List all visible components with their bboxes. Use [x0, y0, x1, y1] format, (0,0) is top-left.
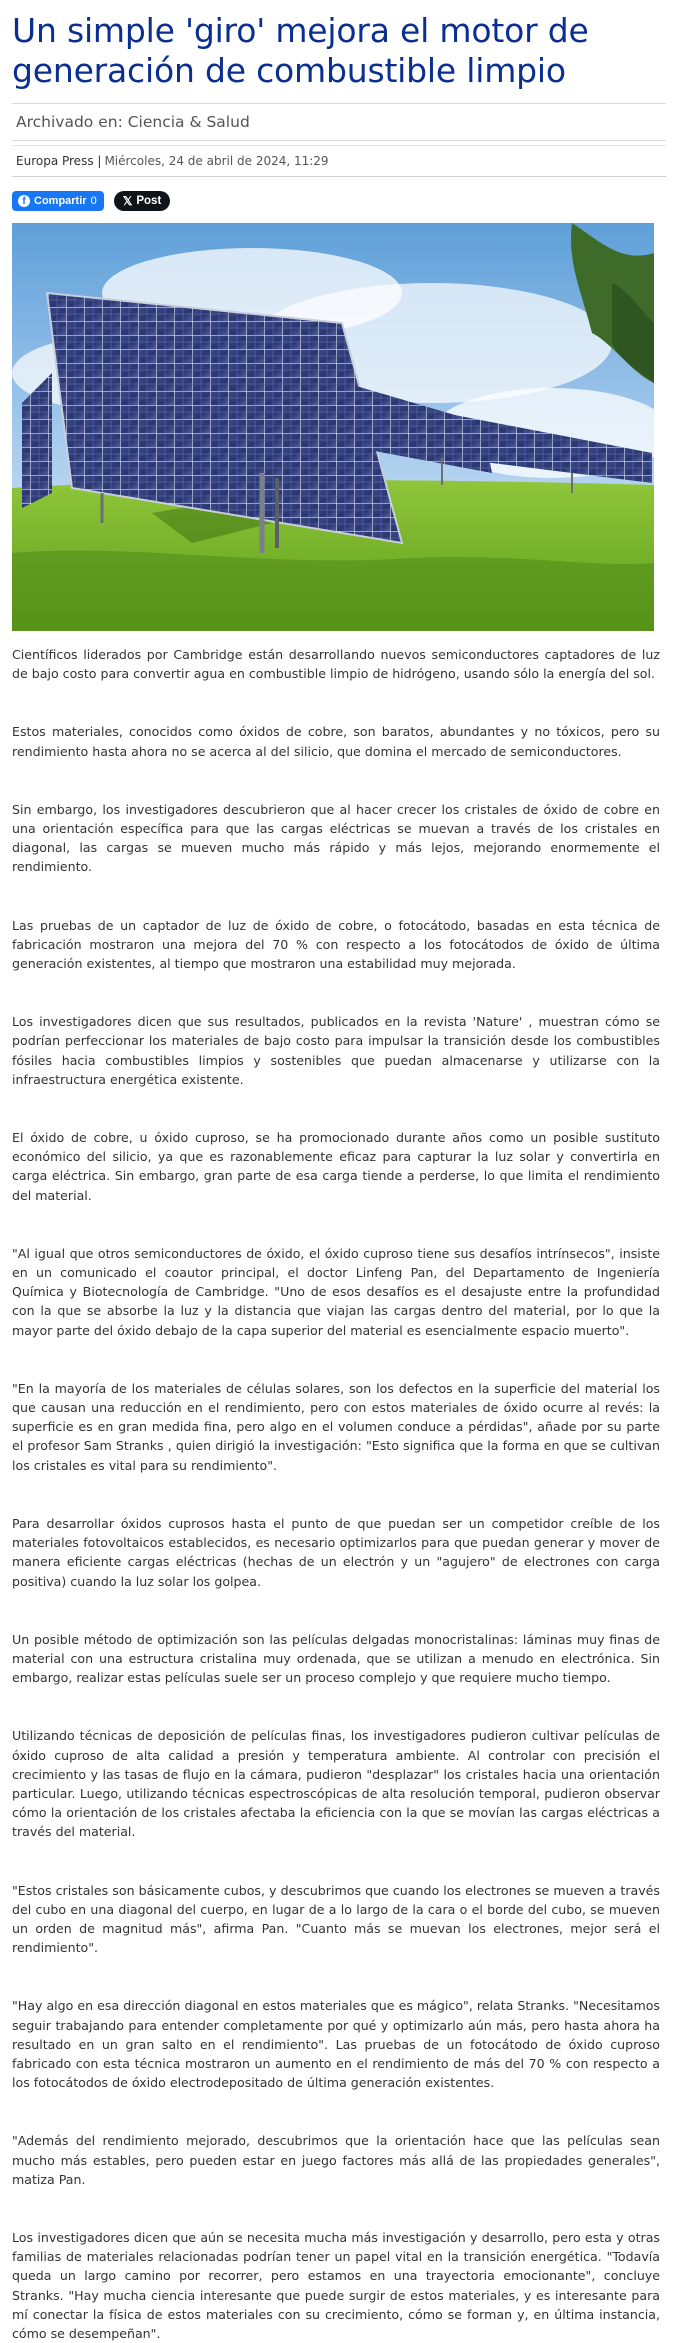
paragraph: "En la mayoría de los materiales de células solares, son los defectos en la superficie del material los que causan una reducción en el rendimiento, pero con estos materiales de óxido ocurre al revés: la superficie es en gran medida fina, pero algo en el volumen conduce a pérdidas", añade por su parte el profesor Sam Stranks , quien dirigió la investigación: "Esto significa que la forma en que se cultivan los cristales es vital para su rendimiento". [12, 1380, 660, 1473]
article-body [12, 645, 660, 2343]
paragraph: Las pruebas de un captador de luz de óxido de cobre, o fotocátodo, basadas en esta técnica de fabricación mostraron una mejora del 70 % con respecto a los fotocátodos de óxido de última generación existentes, al tiempo que mostraron una estabilidad muy mejorada. [12, 917, 660, 972]
paragraph: Los investigadores dicen que aún se necesita mucha más investigación y desarrollo, pero esta y otras familias de materiales relacionadas podrían tener un papel vital en la transición energética. "Todavía queda un largo camino por recorrer, pero estamos en una trayectoria emocionante", concluye Stranks. "Hay mucha ciencia interesante que puede surgir de estos materiales, y es interesante para mí conectar la física de estos materiales con su crecimiento, cómo se forman y, en última instancia, cómo se desempeñan". [12, 2229, 660, 2341]
article-title: Un simple 'giro' mejora el motor de generación de combustible limpio [12, 11, 589, 90]
paragraph: Científicos liderados por Cambridge están desarrollando nuevos semiconductores captadores de luz de bajo costo para convertir agua en combustible limpio de hidrógeno, usando sólo la energía del sol. [12, 647, 660, 682]
x-post-label: Post [136, 195, 162, 207]
paragraph: El óxido de cobre, u óxido cuproso, se ha promocionado durante años como un posible sustituto económico del silicio, ya que es razonablemente eficaz para capturar la luz solar y convertirla en carga eléctrica. Sin embargo, gran parte de esa carga tiende a perderse, lo que limita el rendimiento del material. [12, 1130, 660, 1203]
paragraph: Un posible método de optimización son las películas delgadas monocristalinas: láminas muy finas de material con una estructura cristalina muy ordenada, que se utilizan a menudo en electrónica. Sin embargo, realizar estas películas suele ser un proceso complejo y que requiere mucho tiempo. [12, 1631, 660, 1686]
x-logo-icon: 𝕏 [122, 194, 133, 208]
source-name: Europa Press | [16, 154, 102, 168]
paragraph: Sin embargo, los investigadores descubrieron que al hacer crecer los cristales de óxido de cobre en una orientación específica para que las cargas eléctricas se muevan a través de los cristales en diagonal, las cargas se mueven mucho más rápido y más lejos, mejorando enormemente el rendimiento. [12, 801, 660, 875]
byline [12, 145, 666, 177]
archived-label[interactable]: Archivado en: Ciencia & Salud [16, 113, 250, 131]
x-post-button[interactable] [114, 191, 171, 211]
solar-panels-photo [12, 223, 654, 631]
publish-date: Miércoles, 24 de abril de 2024, 11:29 [104, 154, 329, 168]
paragraph: Utilizando técnicas de deposición de películas finas, los investigadores pudieron cultivar películas de óxido cuproso de alta calidad a presión y temperatura ambiente. Al controlar con precisión el crecimiento y las tasas de flujo en la cámara, pudieron "desplazar" los cristales hacia una orientación particular. Luego, utilizando técnicas espectroscópicas de alta resolución temporal, pudieron observar cómo la orientación de los cristales afectaba la eficiencia con la que se movían las cargas eléctricas a través del material. [12, 1728, 660, 1840]
facebook-icon: f [18, 195, 30, 207]
paragraph: Los investigadores dicen que sus resultados, publicados en la revista 'Nature' , muestran cómo se podrían perfeccionar los materiales de bajo costo para impulsar la transición desde los combustibles fósiles hacia combustibles limpios y sostenibles que puedan almacenarse y utilizarse con la infraestructura energética existente. [12, 1014, 660, 1087]
paragraph: "Hay algo en esa dirección diagonal en estos materiales que es mágico", relata Stranks. "Necesitamos seguir trabajando para entender completamente por qué y optimizarlo aún más, pero hasta ahora ha resultado en un gran salto en el rendimiento". Las pruebas de un fotocátodo de óxido cuproso fabricado con esta técnica mostraron un aumento en el rendimiento de más del 70 % con respecto a los fotocátodos de óxido electrodepositado de última generación existentes. [12, 1998, 660, 2091]
article [12, 0, 666, 2343]
paragraph: "Al igual que otros semiconductores de óxido, el óxido cuproso tiene sus desafíos intrínsecos", insiste en un comunicado el coautor principal, el doctor Linfeng Pan, del Departamento de Ingeniería Química y Biotecnología de Cambridge. "Uno de esos desafíos es el desajuste entre la profundidad con la que se absorbe la luz y la distancia que viajan las cargas dentro del material, por lo que la mayor parte del óxido debajo de la capa superior del material es esencialmente espacio muerto". [12, 1245, 660, 1338]
facebook-share-button[interactable] [12, 191, 104, 211]
paragraph: "Además del rendimiento mejorado, descubrimos que la orientación hace que las películas sean mucho más estables, pero pueden estar en juego factores más allá de las propiedades generales", matiza Pan. [12, 2133, 660, 2187]
archived-category [12, 103, 666, 141]
paragraph: "Estos cristales son básicamente cubos, y descubrimos que cuando los electrones se mueven a través del cubo en una diagonal del cuerpo, en lugar de a lo largo de la cara o el borde del cubo, se mueven un orden de magnitud más", afirma Pan. "Cuanto más se muevan los electrones, mejor será el rendimiento". [12, 1882, 660, 1956]
facebook-share-count: 0 [90, 195, 97, 207]
facebook-share-label: Compartir [34, 195, 87, 207]
share-bar [12, 191, 666, 211]
paragraph: Estos materiales, conocidos como óxidos de cobre, son baratos, abundantes y no tóxicos, pero su rendimiento hasta ahora no se acerca al del silicio, que domina el mercado de semiconductores. [12, 724, 660, 759]
paragraph: Para desarrollar óxidos cuprosos hasta el punto de que puedan ser un competidor creíble de los materiales fotovoltaicos establecidos, es necesario optimizarlos para que puedan generar y mover de manera eficiente cargas eléctricas (hechas de un electrón y un "agujero" de electrones con carga positiva) cuando la luz solar los golpea. [12, 1515, 660, 1589]
